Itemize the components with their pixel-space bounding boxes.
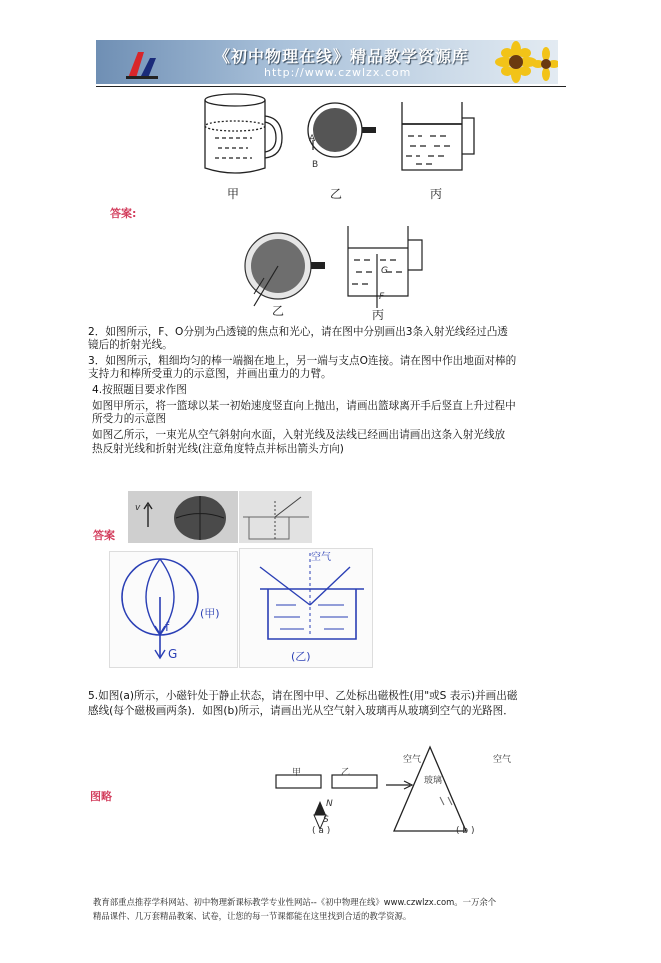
question-line: 4.按照题目要求作图: [92, 384, 187, 396]
force-f: F: [379, 292, 385, 302]
question-line: 镜后的折射光线。: [88, 339, 173, 351]
logo-icon: [124, 44, 160, 80]
cup-yi-figure: [308, 103, 376, 157]
cup-jia-figure: [205, 94, 282, 173]
basketball-photo: [128, 491, 238, 543]
footer-line: 精品课件、几万套精品教案、试卷，让您的每一节课都能在这里找到合适的教学资源。: [93, 911, 412, 921]
label-b: B: [312, 160, 319, 170]
water-photo: [239, 491, 312, 543]
question-line: 如图乙所示，一束光从空气斜射向水面，入射光线及法线已经画出请画出这条入射光线放: [92, 429, 506, 441]
cup-bing-figure: [402, 102, 474, 170]
footer-line: 教育部重点推荐学科网站、初中物理新课标教学专业性网站--《初中物理在线》www.czwlzx.com。一万余个: [93, 897, 497, 907]
drawing-f-label: f: [165, 620, 170, 634]
question-line: 热反射光线和折射光线(注意角度特点并标出箭头方向): [92, 443, 344, 455]
caption-yi: 乙: [330, 187, 343, 201]
drawing-g-label: G: [168, 647, 178, 661]
caption-bing: 丙: [430, 187, 443, 201]
banner-url: http://www.czwlzx.com: [264, 66, 412, 79]
force-g: G: [381, 266, 388, 276]
top-figures: [190, 88, 490, 188]
question-line: 2．如图所示，F、O分别为凸透镜的焦点和光心，请在图中分别画出3条入射光线经过凸透: [88, 326, 508, 338]
banner-title: 《初中物理在线》精品教学资源库: [214, 47, 470, 66]
drawing-air-label: 空气: [311, 552, 331, 563]
answer-label-1: 答案:: [110, 207, 137, 220]
label-a: A: [309, 134, 316, 144]
caption-a: ( a ): [312, 826, 331, 836]
answer1-caption-bing: 丙: [372, 308, 385, 322]
needle-n-label: N: [326, 799, 333, 809]
answer-label-3: 图略: [90, 790, 112, 803]
drawing-jia-caption: (甲): [200, 607, 220, 620]
magnet-yi-label: 乙: [341, 768, 351, 778]
header-banner: [96, 40, 558, 84]
drawing-yi-caption: (乙): [291, 650, 311, 663]
answer1-caption-yi: 乙: [272, 304, 285, 318]
caption-jia: 甲: [227, 187, 240, 201]
air-right-label: 空气: [493, 755, 512, 765]
question-line: 3．如图所示，粗细均匀的棒一端搁在地上，另一端与支点O连接。请在图中作出地面对棒的: [88, 355, 517, 367]
glass-label: 玻璃: [424, 776, 443, 786]
question-line: 支持力和棒所受重力的示意图，并画出重力的力臂。: [88, 368, 332, 380]
answer-label-2: 答案: [93, 529, 115, 542]
needle-s-label: S: [323, 815, 329, 825]
answer1-figures: [240, 220, 440, 320]
question5-line: 5.如图(a)所示，小磁针处于静止状态，请在图中甲、乙处标出磁极性(用"或S 表示)并画出磁: [88, 690, 518, 702]
question5-line: 感线(每个磁极画两条)．如图(b)所示，请画出光从空气射入玻璃再从玻璃到空气的光路图．: [88, 705, 514, 717]
caption-b: ( b ): [456, 826, 475, 836]
question-line: 所受力的示意图: [92, 413, 167, 425]
question-line: 如图甲所示，将一篮球以某一初始速度竖直向上抛出，请画出篮球离开手后竖直上升过程中: [92, 400, 516, 412]
velocity-label: v: [135, 503, 141, 513]
header-rule: [96, 86, 566, 87]
sunflower-icon: [492, 40, 558, 84]
air-left-label: 空气: [403, 755, 422, 765]
magnet-jia-label: 甲: [292, 768, 302, 778]
